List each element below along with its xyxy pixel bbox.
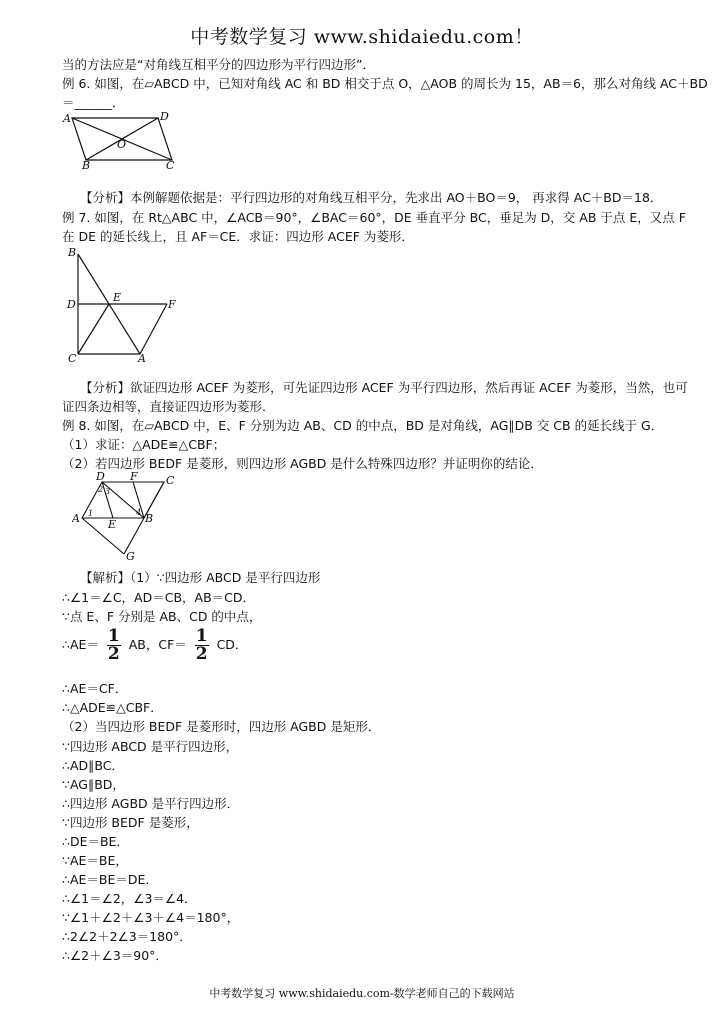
label-c: C: [68, 352, 77, 364]
label-a: A: [72, 512, 80, 525]
solution-line: ∵AG∥BD，: [62, 777, 125, 792]
solution-line: ∴∠2＋∠3＝90°．: [62, 948, 168, 963]
fraction-denominator: 2: [107, 644, 120, 664]
page-header: 中考数学复习 www.shidaiedu.com！: [190, 26, 534, 48]
solution-line: ∴四边形 AGBD 是平行四边形．: [62, 796, 240, 811]
solution-line: ∵AE＝BE，: [62, 853, 128, 868]
example-6-analysis: 【分析】本例解题依据是：平行四边形的对角线互相平分，先求出 AO＋BO＝9， 再求得 AC＋BD＝18．: [80, 190, 663, 205]
label-d: D: [160, 110, 169, 123]
angle-label-1: 1: [88, 509, 94, 518]
example-8-part-2: （2）若四边形 BEDF 是菱形，则四边形 AGBD 是什么特殊四边形？并证明你的结论．: [62, 456, 543, 471]
solution-line: ∴∠1＝∠C，AD＝CB，AB＝CD．: [62, 590, 256, 605]
segment-af: [140, 304, 167, 354]
fraction-denominator: 2: [195, 644, 208, 664]
solution-line: ∴DE＝BE．: [62, 834, 129, 849]
solution-line: ∴AE＝CF．: [62, 681, 128, 696]
solution-line: ∴∠1＝∠2，∠3＝∠4．: [62, 891, 197, 906]
example-8-question: 例 8. 如图，在▱ABCD 中，E、F 分别为边 AB、CD 的中点，BD 是对角线，AG∥DB 交 CB 的延长线于 G．: [62, 418, 664, 433]
label-o: O: [117, 138, 127, 151]
example-7-analysis: 【分析】欲证四边形 ACEF 为菱形，可先证四边形 ACEF 为平行四边形，然后再证 ACEF 为菱形，当然，也可: [80, 380, 688, 395]
solution-line: ∵∠1＋∠2＋∠3＋∠4＝180°，: [62, 910, 240, 925]
solution-line: ∴AD∥BC．: [62, 758, 124, 773]
page-footer: 中考数学复习 www.shidaiedu.com-数学老师自己的下载网站: [209, 987, 515, 1000]
label-b: B: [82, 159, 91, 170]
label-c: C: [166, 474, 175, 487]
label-e: E: [113, 291, 122, 304]
example-7-question: 例 7. 如图，在 Rt△ABC 中，∠ACB＝90°，∠BAC＝60°，DE 垂直平分 BC，垂足为 D，交 AB 于点 E，又点 F: [62, 210, 686, 225]
label-f: F: [168, 298, 176, 311]
example-8-part-1: （1）求证：△ADE≌△CBF；: [62, 437, 226, 452]
label-d: D: [96, 470, 105, 483]
example-6-blank: ＝______．: [62, 95, 125, 110]
label-a: A: [63, 112, 71, 125]
fraction-one-half: [107, 628, 121, 663]
solution-line: ∵四边形 BEDF 是菱形，: [62, 815, 199, 830]
label-b: B: [68, 246, 77, 259]
label-g: G: [126, 550, 135, 562]
segment-ag: [82, 518, 124, 554]
figure-parallelogram-agbd: [72, 470, 182, 562]
angle-label-3: 3: [105, 487, 111, 496]
ab-cf-equals: AB，CF＝: [128, 637, 187, 652]
solution-fraction-line: [62, 626, 247, 664]
example-7-question-cont: 在 DE 的延长线上，且 AF＝CE．求证：四边形 ACEF 为菱形．: [62, 229, 414, 244]
ae-equals: ∴AE＝: [62, 637, 99, 652]
example-6-question: 例 6. 如图，在▱ABCD 中，已知对角线 AC 和 BD 相交于点 O，△AOB 的周长为 15，AB＝6，那么对角线 AC＋BD: [62, 76, 708, 91]
cd-text: CD．: [216, 637, 248, 652]
solution-line: ∴AE＝BE＝DE．: [62, 872, 158, 887]
label-e: E: [108, 518, 117, 531]
label-f: F: [130, 470, 138, 483]
solution-heading: 【解析】（1）∵四边形 ABCD 是平行四边形: [80, 570, 321, 585]
text-line: 当的方法应是“对角线互相平分的四边形为平行四边形”．: [62, 57, 375, 72]
label-d: D: [67, 298, 76, 311]
solution-line: ∵四边形 ABCD 是平行四边形，: [62, 739, 239, 754]
solution-line: ∴△ADE≌△CBF．: [62, 700, 163, 715]
angle-label-2: 2: [98, 485, 104, 494]
example-7-analysis-cont: 证四条边相等，直接证四边形为菱形．: [62, 399, 275, 414]
fraction-numerator: 1: [195, 626, 208, 646]
figure-triangle-acef: [64, 244, 184, 364]
angle-label-4: 4: [136, 508, 142, 517]
label-a: A: [138, 352, 146, 364]
figure-parallelogram-abcd: [62, 108, 182, 170]
label-c: C: [166, 159, 175, 170]
segment-ce: [78, 304, 109, 354]
solution-line: ∴2∠2＋2∠3＝180°．: [62, 929, 192, 944]
fraction-numerator: 1: [107, 626, 120, 646]
label-b: B: [145, 512, 154, 525]
solution-part-2: （2）当四边形 BEDF 是菱形时，四边形 AGBD 是矩形．: [62, 719, 381, 734]
fraction-one-half: [195, 628, 209, 663]
solution-line: ∵点 E、F 分别是 AB、CD 的中点，: [62, 609, 262, 624]
